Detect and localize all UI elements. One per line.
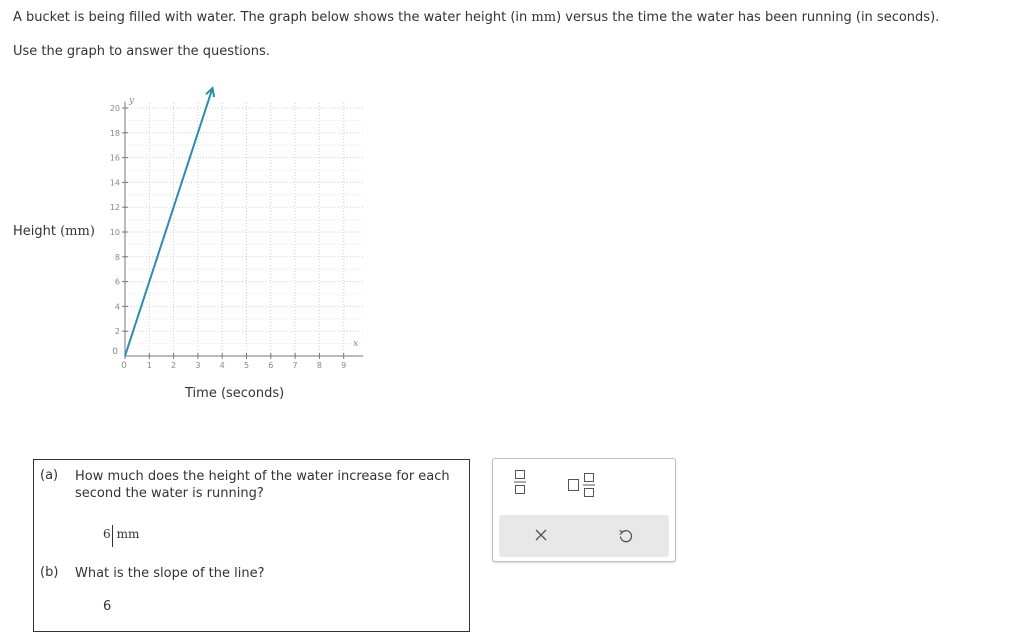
x-tick-label: 3	[195, 361, 201, 370]
x-tick-label: 9	[341, 361, 347, 370]
question-a-tag: (a)	[40, 468, 59, 483]
mixed-number-icon	[567, 472, 597, 498]
undo-button[interactable]	[618, 528, 634, 548]
undo-icon	[618, 528, 634, 544]
question-b-tag: (b)	[40, 565, 59, 580]
fraction-icon	[513, 467, 527, 497]
close-icon	[534, 528, 548, 542]
y-tick-label: 4	[114, 302, 120, 312]
x-tick-label: 4	[219, 361, 225, 370]
grid	[125, 102, 363, 356]
tool-action-bar	[499, 515, 669, 557]
answer-a-field[interactable]	[103, 523, 139, 545]
question-b-text: What is the slope of the line?	[75, 566, 265, 581]
y-tick-label: 0	[112, 347, 118, 357]
y-tick-label: 16	[109, 153, 120, 163]
line-chart	[98, 78, 378, 378]
y-axis-label	[13, 224, 95, 239]
x-tick-label: 7	[292, 361, 298, 370]
x-axis-label: Time (seconds)	[185, 386, 285, 401]
y-tick-label: 10	[109, 228, 120, 237]
y-tick-label: 14	[109, 178, 120, 188]
fraction-button[interactable]	[513, 467, 527, 501]
x-tick-label: 0	[121, 361, 127, 371]
tick-labels	[110, 96, 358, 371]
question-panel	[33, 459, 470, 632]
y-axis-label-text: Height	[13, 224, 61, 239]
graph-area	[0, 78, 480, 418]
mixed-number-button[interactable]	[567, 472, 597, 502]
clear-button[interactable]	[534, 528, 548, 546]
answer-b-field[interactable]: 6	[103, 599, 112, 614]
question-a-text: How much does the height of the water increase for each second the water is running?	[75, 469, 450, 501]
y-tick-label: 6	[114, 277, 120, 287]
y-tick-label: 18	[109, 128, 120, 138]
x-tick-label: 5	[243, 361, 250, 370]
x-tick-label: 1	[146, 361, 152, 370]
x-tick-label: 2	[171, 361, 177, 370]
y-tick-label: 12	[109, 203, 120, 213]
instruction-text: Use the graph to answer the questions.	[13, 44, 270, 59]
math-tool-panel	[492, 458, 676, 562]
answer-a-value[interactable]: 6	[103, 527, 111, 541]
y-tick-label: 20	[109, 104, 120, 113]
problem-statement	[13, 10, 939, 25]
axes	[122, 102, 363, 359]
x-tick-label: 6	[268, 361, 274, 370]
series-line	[125, 88, 213, 356]
problem-unit: mm	[531, 10, 557, 25]
problem-text-start: A bucket is being filled with water. The graph below shows the water height (in	[13, 10, 532, 25]
problem-text-end: ) versus the time the water has been running (in seconds).	[556, 10, 940, 25]
series	[125, 88, 214, 356]
x-axis-symbol: x	[353, 339, 359, 349]
y-axis-symbol: y	[129, 95, 135, 106]
x-tick-label: 8	[316, 361, 322, 370]
y-axis-label-unit: (mm)	[60, 224, 95, 239]
y-tick-label: 8	[114, 252, 120, 262]
y-tick-label: 2	[114, 327, 120, 337]
text-cursor	[112, 525, 113, 547]
answer-a-unit: mm	[116, 527, 140, 541]
